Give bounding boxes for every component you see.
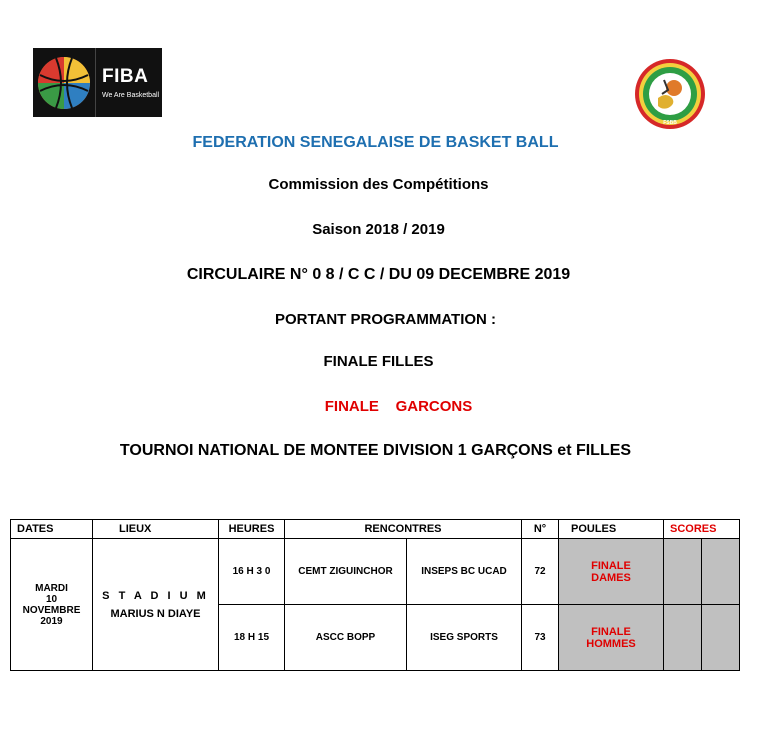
venue-line2: MARIUS N DIAYE <box>110 607 201 620</box>
score-cell-b <box>702 539 740 605</box>
score-cell-b <box>702 605 740 671</box>
federation-title: FEDERATION SENEGALAISE DE BASKET BALL <box>192 134 559 151</box>
final-girls-title: FINALE FILLES <box>323 353 434 370</box>
venue-line1: S T A D I U M <box>102 589 209 602</box>
game-time: 18 H 15 <box>219 605 285 671</box>
pool-line1: FINALE <box>591 559 631 572</box>
header-poules: POULES <box>559 520 664 539</box>
pool-line1: FINALE <box>591 625 631 638</box>
score-cell-a <box>664 539 702 605</box>
fiba-tagline: We Are Basketball <box>102 92 160 99</box>
fiba-name: FIBA <box>102 66 149 87</box>
fiba-logo <box>33 48 162 117</box>
date-day: MARDI <box>35 582 68 594</box>
pool-cell <box>559 605 664 671</box>
header-heures: HEURES <box>219 520 285 539</box>
table-header-row <box>11 520 740 539</box>
pool-line2: HOMMES <box>586 637 636 650</box>
team-a: ASCC BOPP <box>285 605 407 671</box>
game-number: 73 <box>522 605 559 671</box>
venue-cell <box>93 539 219 671</box>
schedule-table <box>10 519 740 671</box>
score-cell-a <box>664 605 702 671</box>
seal-label: FSBB <box>663 120 677 126</box>
header-numero: N° <box>522 520 559 539</box>
game-time: 16 H 3 0 <box>219 539 285 605</box>
purpose-title: PORTANT PROGRAMMATION : <box>274 311 497 328</box>
commission-title: Commission des Compétitions <box>268 176 489 193</box>
final-boys-title: FINALE GARCONS <box>324 398 473 415</box>
season-title: Saison 2018 / 2019 <box>312 221 445 238</box>
pool-cell <box>559 539 664 605</box>
tournament-title: TOURNOI NATIONAL DE MONTEE DIVISION 1 GARÇONS et FILLES <box>119 442 632 459</box>
header-scores: SCORES <box>664 520 740 539</box>
team-b: ISEG SPORTS <box>407 605 522 671</box>
circular-title: CIRCULAIRE N° 0 8 / C C / DU 09 DECEMBRE 2019 <box>186 266 571 283</box>
date-cell <box>11 539 93 671</box>
fiba-ball-icon <box>33 48 95 117</box>
date-month: NOVEMBRE <box>22 604 81 616</box>
team-b: INSEPS BC UCAD <box>407 539 522 605</box>
header-dates: DATES <box>11 520 93 539</box>
date-year: 2019 <box>40 615 63 627</box>
team-a: CEMT ZIGUINCHOR <box>285 539 407 605</box>
date-num: 10 <box>45 593 58 605</box>
pool-line2: DAMES <box>591 571 631 584</box>
header-rencontres: RENCONTRES <box>285 520 522 539</box>
table-row <box>11 539 740 605</box>
federation-seal-logo <box>634 58 706 130</box>
game-number: 72 <box>522 539 559 605</box>
header-lieux: LIEUX <box>93 520 219 539</box>
